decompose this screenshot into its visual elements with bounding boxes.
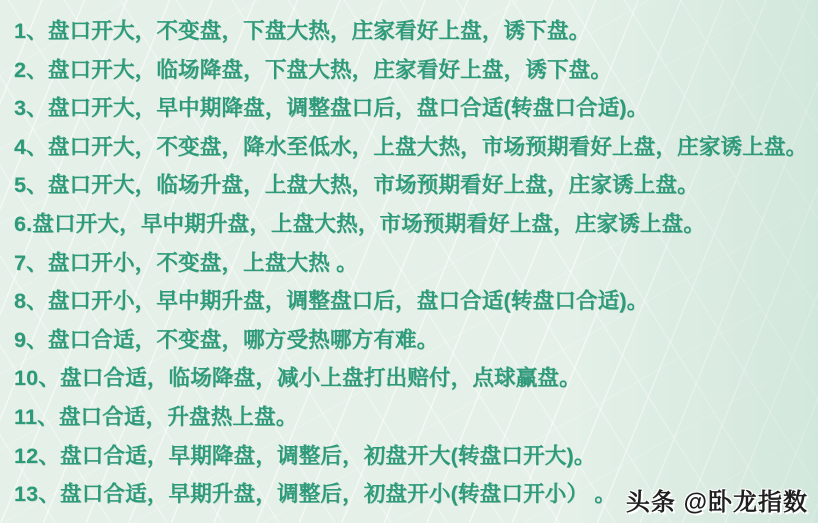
list-item: 11、盘口合适，升盘热上盘。 [14,404,298,429]
list-item: 2、盘口开大，临场降盘，下盘大热，庄家看好上盘，诱下盘。 [14,57,613,82]
odds-rules-list [14,12,818,514]
list-item: 10、盘口合适，临场降盘，减小上盘打出赔付，点球赢盘。 [14,366,581,391]
list-item: 4、盘口开大，不变盘，降水至低水，上盘大热，市场预期看好上盘，庄家诱上盘。 [14,134,808,159]
list-item: 8、盘口开小，早中期升盘，调整盘口后，盘口合适(转盘口合适)。 [14,289,649,314]
list-item: 1、盘口开大，不变盘，下盘大热，庄家看好上盘，诱下盘。 [14,19,591,43]
list-item: 12、盘口合适，早期降盘，调整后，初盘开大(转盘口开大)。 [14,443,596,468]
list-item: 13、盘口合适，早期升盘，调整后，初盘开小(转盘口开小） 。 [14,482,617,507]
list-item: 3、盘口开大，早中期降盘，调整盘口后，盘口合适(转盘口合适)。 [14,96,649,121]
list-item: 5、盘口开大，临场升盘，上盘大热，市场预期看好上盘，庄家诱上盘。 [14,173,699,198]
watermark: 头条 @卧龙指数 [625,489,808,516]
list-item: 6.盘口开大，早中期升盘，上盘大热，市场预期看好上盘，庄家诱上盘。 [14,211,706,236]
list-item: 9、盘口合适，不变盘，哪方受热哪方有难。 [14,327,439,352]
list-item: 7、盘口开小，不变盘，上盘大热 。 [14,250,358,275]
